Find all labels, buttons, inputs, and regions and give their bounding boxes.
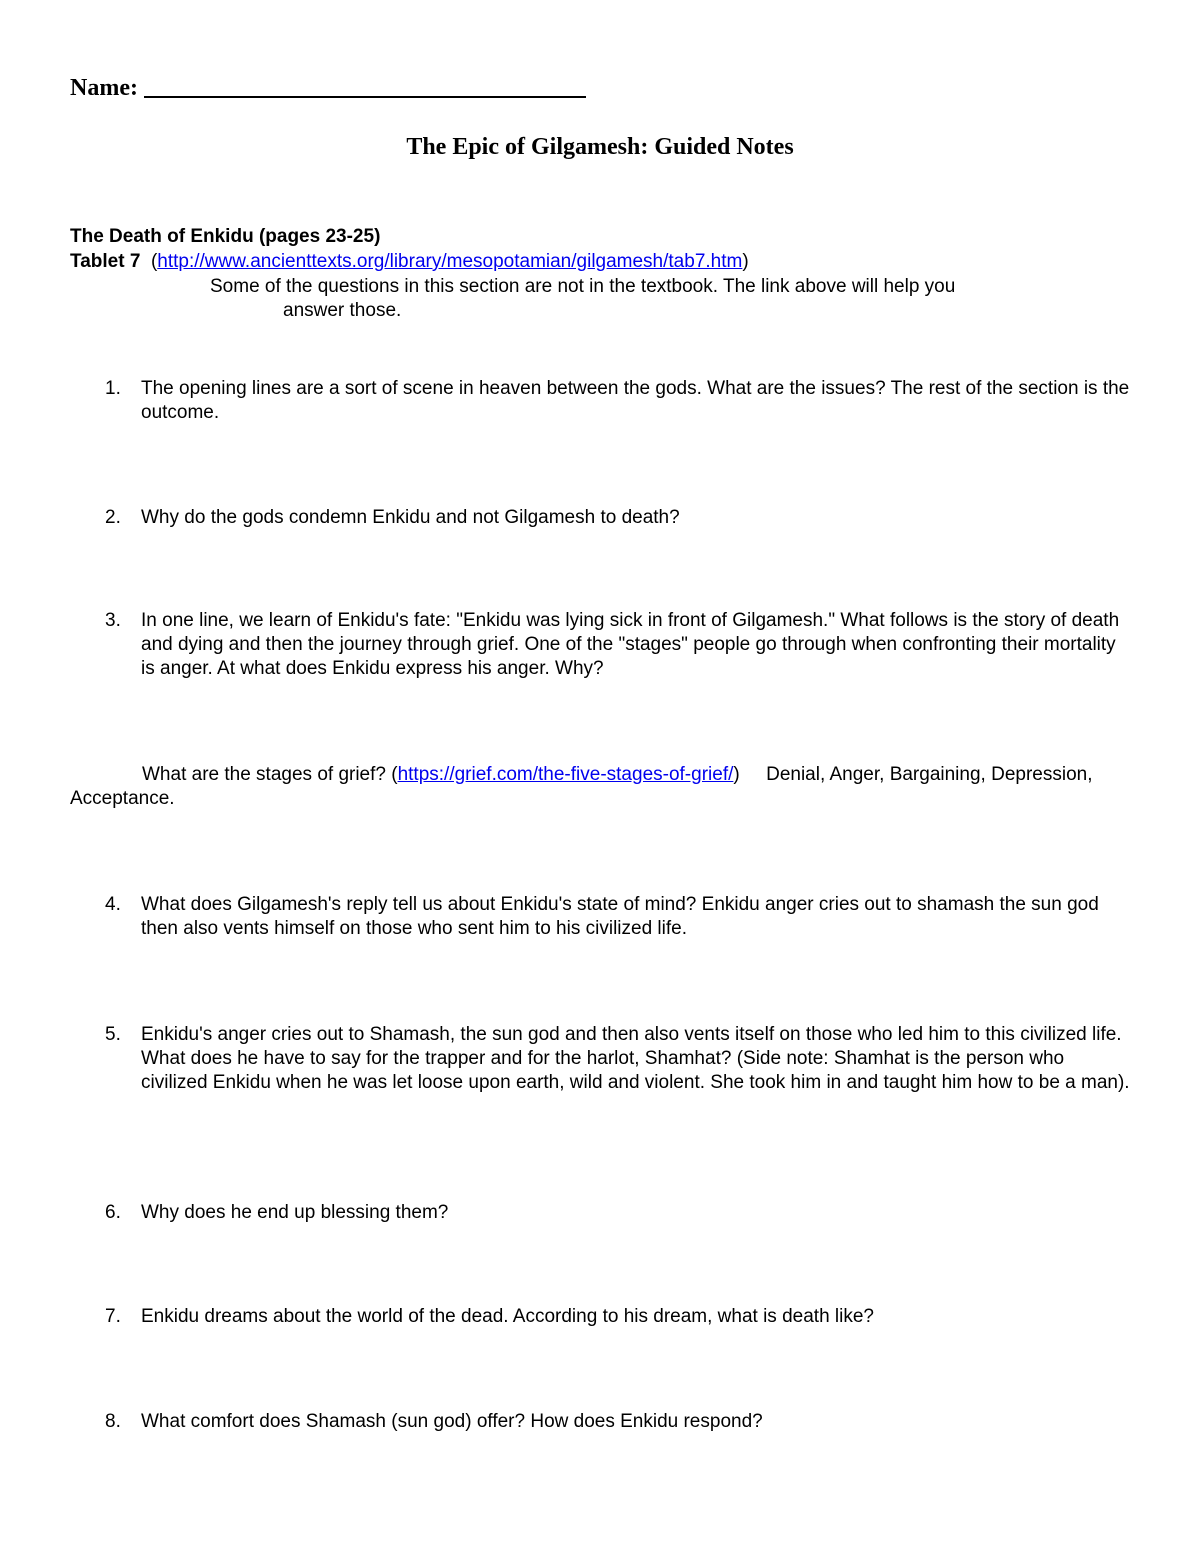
question-number: 3. [105, 610, 121, 631]
question-text: In one line, we learn of Enkidu's fate: "Enkidu was lying sick in front of Gilgamesh." What follows is the story of death and dying and then the journey through grief. One of the "stages" people go through when confronting their mortality is anger. At what does Enkidu express his anger. Why? [141, 610, 1120, 679]
tablet-label: Tablet 7 [70, 251, 141, 272]
question-text: What comfort does Shamash (sun god) offer? How does Enkidu respond? [141, 1411, 763, 1432]
document-title: The Epic of Gilgamesh: Guided Notes [406, 134, 794, 160]
question-text: The opening lines are a sort of scene in heaven between the gods. What are the issues? The rest of the section is the outcome. [141, 378, 1130, 423]
section-note-line-2: answer those. [283, 300, 402, 321]
grief-question: What are the stages of grief? ( [142, 764, 398, 785]
name-field-row [70, 72, 586, 102]
question-5 [105, 1023, 1130, 1095]
question-8 [105, 1410, 1130, 1434]
tablet-7-link[interactable]: http://www.ancienttexts.org/library/mesopotamian/gilgamesh/tab7.htm [157, 251, 743, 272]
section-note [210, 275, 1070, 323]
question-6 [105, 1201, 1130, 1225]
question-number: 7. [105, 1306, 121, 1327]
question-4 [105, 893, 1130, 941]
question-3 [105, 609, 1130, 681]
tablet-reference [70, 250, 749, 274]
question-number: 8. [105, 1411, 121, 1432]
stages-of-grief-note [70, 763, 1130, 811]
question-number: 6. [105, 1202, 121, 1223]
question-text: Why do the gods condemn Enkidu and not Gilgamesh to death? [141, 507, 680, 528]
grief-answer: Denial, Anger, Bargaining, Depression, Acceptance. [70, 764, 1093, 809]
question-number: 1. [105, 378, 121, 399]
question-number: 4. [105, 894, 121, 915]
question-1 [105, 377, 1130, 425]
question-7 [105, 1305, 1130, 1329]
name-blank-line[interactable] [144, 72, 586, 98]
question-text: Enkidu's anger cries out to Shamash, the sun god and then also vents itself on those who led him to this civilized life. What does he have to say for the trapper and for the harlot, Shamhat? (Side note: Shamhat is the person who civilized Enkidu when he was let loose upon earth, wild and violent. She took him in and taught him how to be a man). [141, 1024, 1130, 1093]
question-text: What does Gilgamesh's reply tell us about Enkidu's state of mind? Enkidu anger cries out to shamash the sun god then also vents himself on those who sent him to his civilized life. [141, 894, 1099, 939]
section-note-line-1: Some of the questions in this section are not in the textbook. The link above will help you [210, 276, 956, 297]
name-label: Name: [70, 75, 138, 101]
section-heading: The Death of Enkidu (pages 23-25) [70, 226, 381, 247]
grief-link[interactable]: https://grief.com/the-five-stages-of-grief/ [397, 764, 734, 785]
tablet-close-paren: ) [742, 251, 749, 272]
question-number: 2. [105, 507, 121, 528]
tablet-open-paren: ( [150, 251, 158, 272]
question-text: Why does he end up blessing them? [141, 1202, 449, 1223]
grief-close-paren: ) [733, 764, 740, 785]
question-text: Enkidu dreams about the world of the dead. According to his dream, what is death like? [141, 1306, 874, 1327]
question-number: 5. [105, 1024, 121, 1045]
question-2 [105, 506, 1130, 530]
